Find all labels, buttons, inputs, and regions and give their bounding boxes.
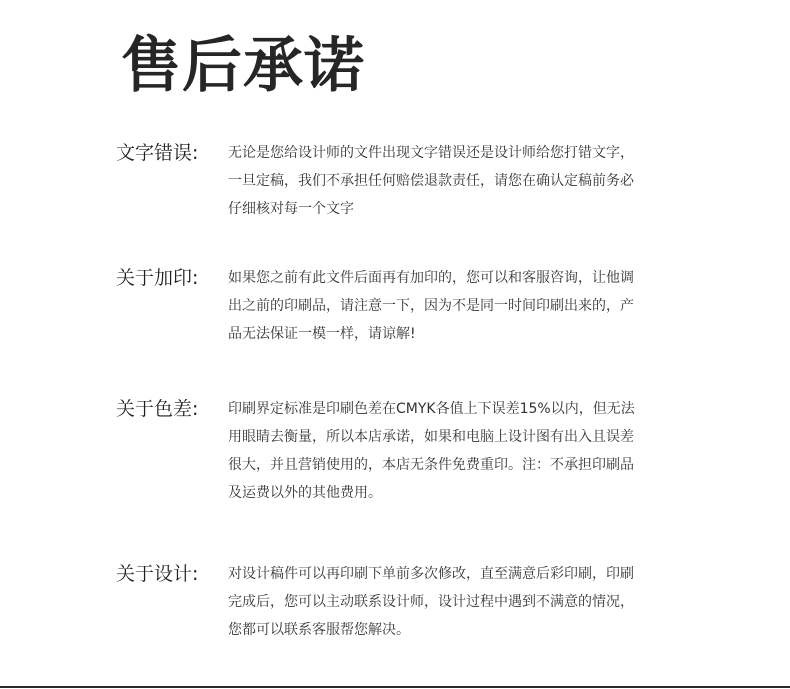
- body-line: 印刷界定标准是印刷色差在CMYK各值上下误差15%以内，但无法: [228, 401, 635, 417]
- section-label-reprint: 关于加印:: [116, 267, 199, 289]
- section-body-text-errors: [228, 139, 684, 223]
- section-body-color-difference: [228, 395, 684, 507]
- body-line: 用眼睛去衡量，所以本店承诺，如果和电脑上设计图有出入且误差: [228, 429, 634, 445]
- section-body-design: [228, 560, 684, 644]
- body-line: 出之前的印刷品，请注意一下，因为不是同一时间印刷出来的，产: [228, 298, 634, 314]
- section-body-reprint: [228, 264, 684, 348]
- body-line: 对设计稿件可以再印刷下单前多次修改，直至满意后彩印刷，印刷: [228, 566, 634, 582]
- body-line: 很大，并且营销使用的，本店无条件免费重印。注：不承担印刷品: [228, 457, 634, 473]
- page-title: 售后承诺: [121, 31, 365, 101]
- bottom-divider: [0, 686, 790, 688]
- body-line: 您都可以联系客服帮您解决。: [228, 622, 410, 638]
- body-line: 如果您之前有此文件后面再有加印的，您可以和客服咨询，让他调: [228, 270, 634, 286]
- section-label-text-errors: 文字错误:: [116, 142, 199, 164]
- body-line: 及运费以外的其他费用。: [228, 485, 382, 501]
- body-line: 无论是您给设计师的文件出现文字错误还是设计师给您打错文字，: [228, 145, 634, 161]
- body-line: 品无法保证一模一样，请谅解!: [228, 326, 416, 342]
- body-line: 仔细核对每一个文字: [228, 201, 354, 217]
- section-label-color-difference: 关于色差:: [116, 398, 199, 420]
- section-label-design: 关于设计:: [116, 563, 199, 585]
- body-line: 一旦定稿，我们不承担任何赔偿退款责任，请您在确认定稿前务必: [228, 173, 634, 189]
- body-line: 完成后，您可以主动联系设计师，设计过程中遇到不满意的情况，: [228, 594, 634, 610]
